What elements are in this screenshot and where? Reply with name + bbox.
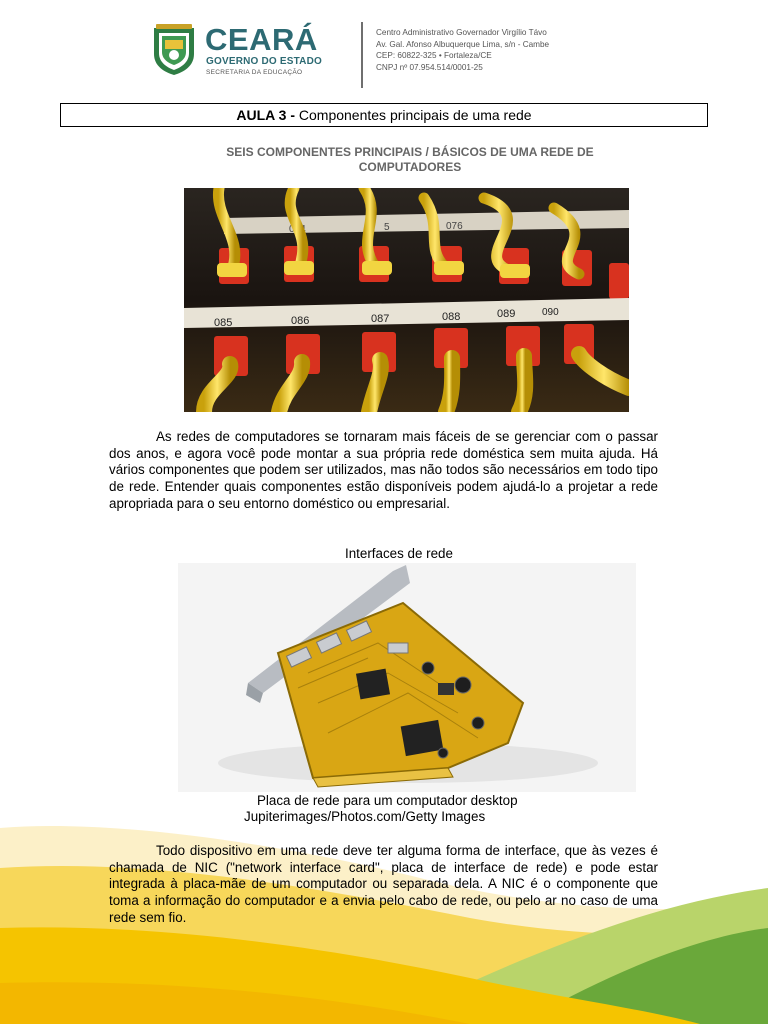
port-label: 087 <box>371 313 390 325</box>
port-label-top: 074 <box>289 224 306 235</box>
port-label: 090 <box>542 307 559 318</box>
address-line: Av. Gal. Afonso Albuquerque Lima, s/n - Cambe <box>376 39 550 49</box>
lesson-title-box <box>60 103 708 127</box>
port-label: 085 <box>214 317 233 329</box>
logo-name: CEARÁ <box>205 22 318 57</box>
port-label-top: 076 <box>446 221 463 232</box>
nic-photo-caption: Placa de rede para um computador desktop <box>257 793 518 808</box>
header-divider <box>361 22 363 88</box>
nic-paragraph-text: Todo dispositivo em uma rede deve ter alguma forma de interface, que às vezes é chamada de NIC ("network interface card", placa de interface de rede) e pode estar integrada à placa-mãe de um computador ou separada dela. A NIC é o componente que toma a informação do computador e a envia pelo cabo de rede, ou pelo ar no caso de uma rede sem fio. <box>109 843 658 925</box>
port-label: 089 <box>497 308 516 320</box>
logo-subtitle: GOVERNO DO ESTADO <box>206 56 323 67</box>
intro-paragraph-text: As redes de computadores se tornaram mais fáceis de se gerenciar com o passar dos anos, e agora você pode montar a sua própria rede doméstica sem muita ajuda. Há vários componentes que podem ser utilizados, mas não todos são necessários em todo tipo de rede. Entender quais componentes estão disponíveis podem ajudá-lo a projetar a rede apropriada para o seu entorno doméstico ou empresarial. <box>109 429 658 511</box>
nic-photo-credit: Jupiterimages/Photos.com/Getty Images <box>244 809 486 824</box>
ceara-emblem-icon <box>150 24 198 76</box>
port-label-top: 5 <box>384 222 390 233</box>
intro-paragraph <box>109 429 658 513</box>
patch-panel-photo <box>184 188 629 412</box>
address-line: CNPJ nº 07.954.514/0001-25 <box>376 62 483 72</box>
interfaces-heading: Interfaces de rede <box>345 546 453 561</box>
nic-paragraph <box>109 843 658 927</box>
port-label: 088 <box>442 311 461 323</box>
logo-department: SECRETARIA DA EDUCAÇÃO <box>206 69 303 76</box>
header-address <box>376 27 549 73</box>
port-label: 086 <box>291 315 310 327</box>
section-heading: SEIS COMPONENTES PRINCIPAIS / BÁSICOS DE UMA REDE DE COMPUTADORES <box>226 145 594 174</box>
address-line: CEP: 60822-325 • Fortaleza/CE <box>376 51 492 61</box>
lesson-title-text: Componentes principais de uma rede <box>298 107 532 123</box>
lesson-title-prefix: AULA 3 - <box>236 107 295 123</box>
network-card-photo <box>178 563 636 792</box>
address-line: Centro Administrativo Governador Virgílio Távo <box>376 28 547 37</box>
